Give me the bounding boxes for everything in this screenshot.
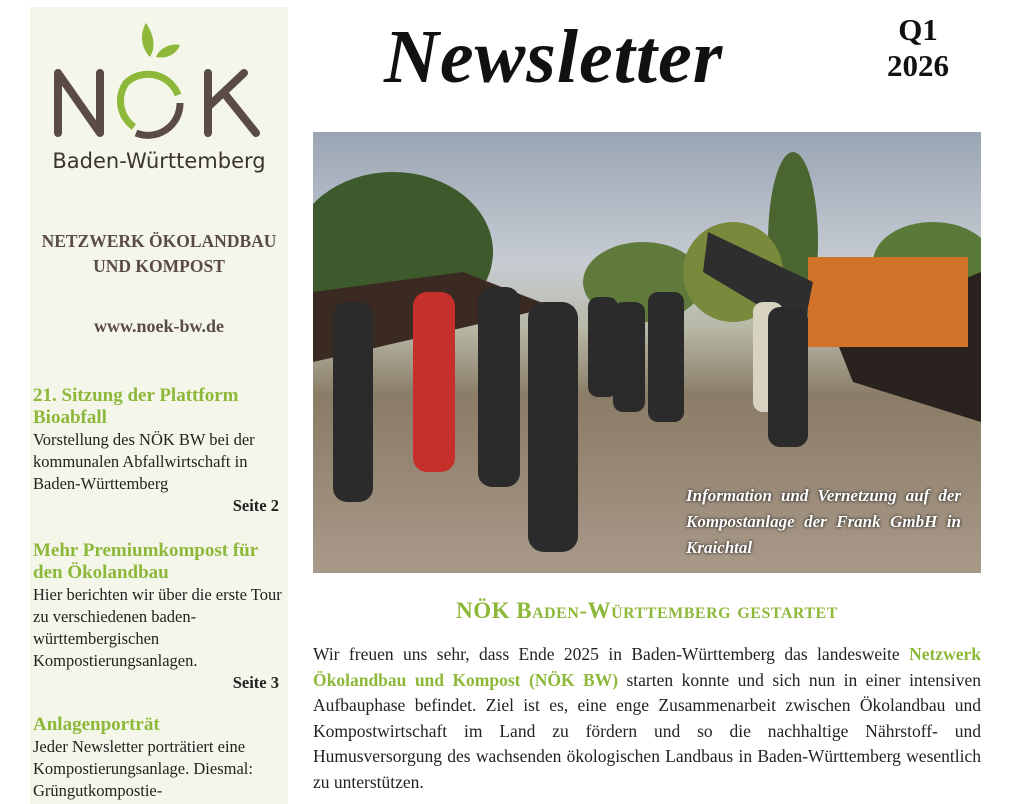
org-name-line: NETZWERK ÖKOLANDBAU bbox=[41, 231, 277, 251]
teaser-title: Mehr Premiumkompost für den Ökolandbau bbox=[33, 540, 258, 583]
logo-subtitle: Baden-Württemberg bbox=[52, 149, 266, 173]
teaser-sitzung[interactable] bbox=[33, 385, 283, 517]
teaser-text: Vorstellung des NÖK BW bei der kommunalen Abfallwirtschaft in Baden-Württemberg bbox=[33, 430, 255, 493]
teaser-premiumkompost[interactable] bbox=[33, 540, 283, 694]
article-text: Wir freuen uns sehr, dass Ende 2025 in Baden-Württemberg das landesweite bbox=[313, 644, 910, 664]
organization-name bbox=[30, 229, 288, 279]
org-name-line: UND KOMPOST bbox=[93, 256, 225, 276]
website-link[interactable]: www.noek-bw.de bbox=[93, 316, 225, 336]
teaser-text: Hier berichten wir über die erste Tour zu verschiedenen baden-württembergischen Kompostierungsanlagen. bbox=[33, 585, 282, 670]
issue-label bbox=[872, 12, 964, 84]
issue-year: 2026 bbox=[887, 48, 949, 83]
issue-quarter: Q1 bbox=[898, 12, 938, 47]
newsletter-title: Newsletter bbox=[384, 15, 724, 99]
article-text: starten konnte und sich nun in einer intensiven Aufbauphase befindet. Ziel ist es, eine enge Zusammenarbeit zwischen Ökolandbau und Kompostwirtschaft im Land zu fördern und so die nachhaltige Nährstoff- und Humusversorgung des wachsenden ökologischen Landbaus in Baden-Württemberg wesentlich zu unterstützen. bbox=[313, 669, 981, 792]
article-highlight: Netzwerk Ökolandbau und Kompost (NÖK BW) bbox=[313, 644, 981, 690]
teaser-page: Seite 2 bbox=[232, 496, 279, 515]
group-photo bbox=[313, 132, 981, 573]
teaser-anlagenportraet[interactable] bbox=[33, 714, 283, 802]
teaser-title: Anlagenporträt bbox=[33, 714, 160, 735]
teaser-title: 21. Sitzung der Plattform Bioabfall bbox=[33, 385, 239, 428]
teaser-page: Seite 3 bbox=[232, 673, 279, 692]
article-heading: NÖK Baden-Württemberg gestartet bbox=[456, 598, 838, 623]
photo-caption: Information und Vernetzung auf der Kompostanlage der Frank GmbH in Kraichtal bbox=[686, 486, 961, 557]
teaser-text: Jeder Newsletter porträtiert eine Kompostierungsanlage. Diesmal: Grüngutkompostie- bbox=[33, 737, 253, 800]
article-body bbox=[313, 642, 981, 795]
sidebar bbox=[30, 7, 288, 804]
